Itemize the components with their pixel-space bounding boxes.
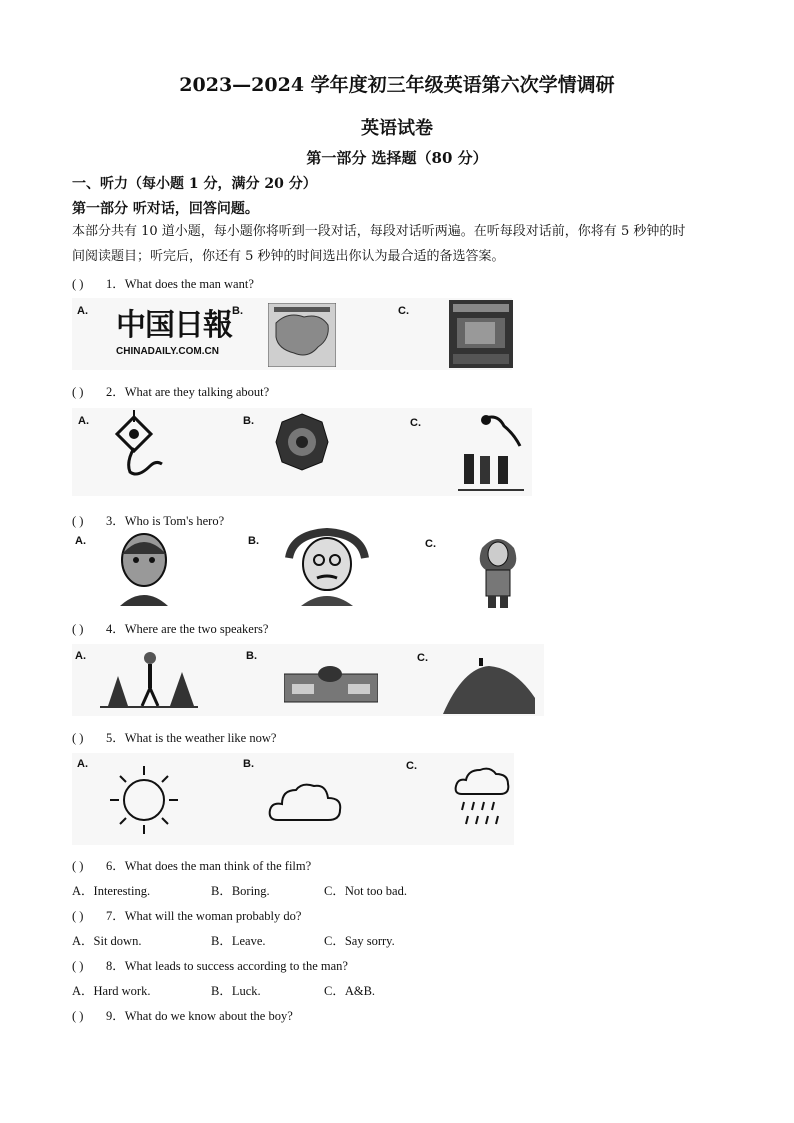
- answer-blank[interactable]: ( ): [72, 859, 84, 873]
- option-label-b: B.: [243, 758, 254, 770]
- option-c[interactable]: C．A&B.: [324, 984, 376, 998]
- question-text: 9．What do we know about the boy?: [106, 1009, 293, 1023]
- option-label-c: C.: [406, 760, 417, 772]
- question-8: [72, 956, 348, 974]
- question-text: 7．What will the woman probably do?: [106, 909, 302, 923]
- instructions-line1: 本部分共有 10 道小题，每小题你将听到一段对话，每段对话听两遍。在听每段对话前，你将有 5 秒钟的时: [72, 224, 686, 239]
- option-a[interactable]: A．Hard work.: [72, 984, 151, 998]
- question-text: 1．What does the man want?: [106, 277, 254, 291]
- hill-scene-icon: [443, 658, 535, 714]
- question-text: 4．Where are the two speakers?: [106, 622, 269, 636]
- section-subheading: 第一部分 听对话，回答问题。: [72, 201, 259, 217]
- rain-icon: [454, 766, 510, 830]
- magazine-cover-icon: [449, 300, 513, 368]
- portrait-b-icon: [283, 528, 371, 606]
- option-label-c: C.: [425, 538, 436, 550]
- option-a[interactable]: A．Interesting.: [72, 884, 151, 898]
- option-label-b: B.: [248, 535, 259, 547]
- question-5: [72, 728, 276, 746]
- option-label-c: C.: [398, 305, 409, 317]
- question-1: [72, 274, 254, 292]
- option-label-a: A.: [77, 758, 88, 770]
- option-b[interactable]: B．Luck.: [211, 984, 261, 998]
- answer-blank[interactable]: ( ): [72, 731, 84, 745]
- option-b[interactable]: B．Boring.: [211, 884, 270, 898]
- sun-icon: [108, 764, 180, 836]
- option-label-c: C.: [417, 652, 428, 664]
- exam-subtitle: 英语试卷: [361, 118, 433, 139]
- answer-blank[interactable]: ( ): [72, 909, 84, 923]
- option-label-c: C.: [410, 417, 421, 429]
- question-2: [72, 382, 269, 400]
- question-text: 3．Who is Tom's hero?: [106, 514, 225, 528]
- question-4: [72, 619, 268, 637]
- question-3: [72, 511, 224, 529]
- option-label-a: A.: [78, 415, 89, 427]
- instructions-line2: 间阅读题目；听完后，你还有 5 秒钟的时间选出你认为最合适的备选答案。: [72, 249, 505, 264]
- option-label-b: B.: [243, 415, 254, 427]
- chinese-knot-icon: [104, 410, 164, 480]
- hall-scene-icon: [284, 664, 378, 704]
- section-heading: 一、听力（每小题 1 分，满分 20 分）: [72, 176, 317, 192]
- answer-blank[interactable]: ( ): [72, 277, 84, 291]
- option-label-a: A.: [75, 650, 86, 662]
- answer-blank[interactable]: ( ): [72, 1009, 84, 1023]
- map-image-icon: [268, 303, 336, 367]
- answer-blank[interactable]: ( ): [72, 385, 84, 399]
- china-daily-logo: 中国日報: [116, 308, 232, 343]
- option-label-a: A.: [77, 305, 88, 317]
- question-text: 6．What does the man think of the film?: [106, 859, 312, 873]
- park-scene-icon: [100, 646, 198, 708]
- question-9: [72, 1006, 293, 1024]
- option-label-b: B.: [246, 650, 257, 662]
- china-daily-url: CHINADAILY.COM.CN: [116, 346, 219, 357]
- cloud-icon: [268, 780, 344, 826]
- option-c[interactable]: C．Say sorry.: [324, 934, 395, 948]
- question-6: [72, 856, 311, 874]
- option-c[interactable]: C．Not too bad.: [324, 884, 407, 898]
- option-a[interactable]: A．Sit down.: [72, 934, 142, 948]
- question-7: [72, 906, 301, 924]
- answer-blank[interactable]: ( ): [72, 514, 84, 528]
- dragon-dance-icon: [458, 412, 524, 494]
- question-text: 5．What is the weather like now?: [106, 731, 277, 745]
- option-b[interactable]: B．Leave.: [211, 934, 266, 948]
- paper-cut-icon: [274, 412, 330, 472]
- portrait-c-icon: [474, 530, 522, 610]
- question-text: 2．What are they talking about?: [106, 385, 270, 399]
- answer-blank[interactable]: ( ): [72, 959, 84, 973]
- portrait-a-icon: [112, 530, 176, 606]
- exam-title: 2023—2024 学年度初三年级英语第六次学情调研: [179, 74, 615, 96]
- option-label-b: B.: [232, 305, 243, 317]
- part-heading: 第一部分 选择题（80 分）: [306, 149, 488, 167]
- answer-blank[interactable]: ( ): [72, 622, 84, 636]
- option-label-a: A.: [75, 535, 86, 547]
- question-text: 8．What leads to success according to the man?: [106, 959, 348, 973]
